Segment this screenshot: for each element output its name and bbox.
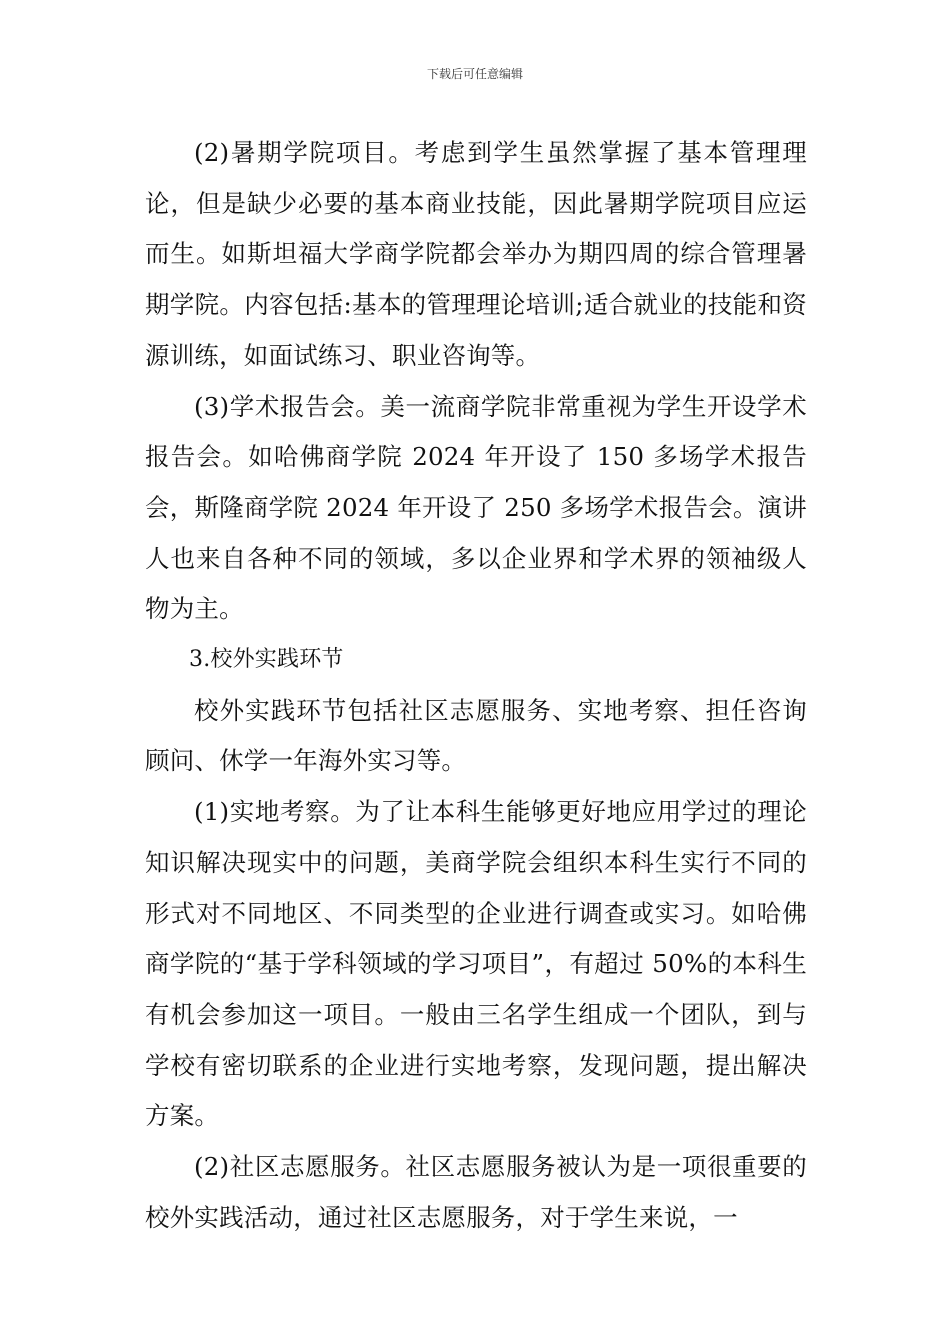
document-body	[145, 128, 807, 1243]
paragraph-field-study: (1)实地考察。为了让本科生能够更好地应用学过的理论知识解决现实中的问题，美商学院会组织本科生实行不同的形式对不同地区、不同类型的企业进行调查或实习。如哈佛商学院的“基于学科领域的学习项目”，有超过 50%的本科生有机会参加这一项目。一般由三名学生组成一个团队，到与学校有密切联系的企业进行实地考察，发现问题，提出解决方案。	[145, 797, 807, 1131]
page-header: 下载后可任意编辑	[426, 67, 523, 81]
paragraph-academic-lectures: (3)学术报告会。美一流商学院非常重视为学生开设学术报告会。如哈佛商学院 2024 年开设了 150 多场学术报告会，斯隆商学院 2024 年开设了 250 多场学术报告会。演讲人也来自各种不同的领域，多以企业界和学术界的领袖级人物为主。	[145, 391, 807, 624]
paragraph-summer-school: (2)暑期学院项目。考虑到学生虽然掌握了基本管理理论，但是缺少必要的基本商业技能，因此暑期学院项目应运而生。如斯坦福大学商学院都会举办为期四周的综合管理暑期学院。内容包括:基本的管理理论培训;适合就业的技能和资源训练，如面试练习、职业咨询等。	[145, 138, 807, 370]
paragraph-community-service: (2)社区志愿服务。社区志愿服务被认为是一项很重要的校外实践活动，通过社区志愿服务，对于学生来说，一	[145, 1152, 807, 1232]
section-heading-off-campus-practice: 3.校外实践环节	[189, 647, 344, 673]
paragraph-off-campus-intro: 校外实践环节包括社区志愿服务、实地考察、担任咨询顾问、休学一年海外实习等。	[145, 695, 807, 776]
